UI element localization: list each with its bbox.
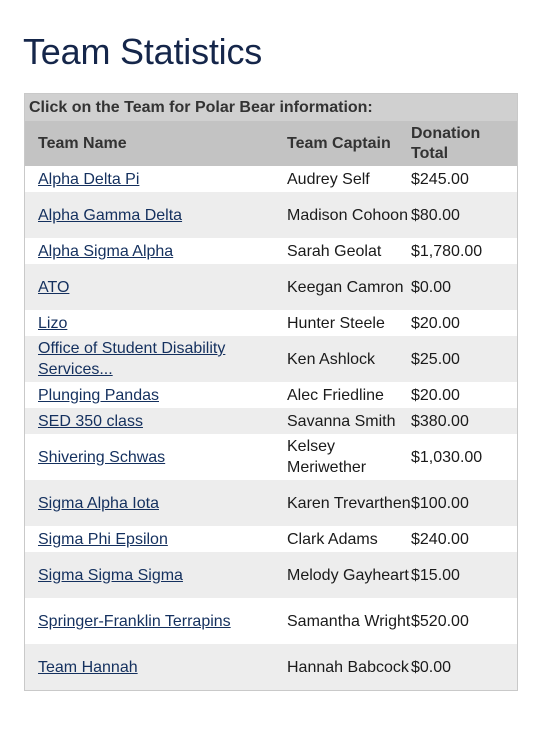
table-row — [25, 434, 517, 480]
column-header-donation-total: Donation Total — [411, 121, 517, 166]
table-row — [25, 264, 517, 310]
table-row — [25, 526, 517, 552]
donation-total-cell: $80.00 — [411, 192, 517, 238]
team-statistics-panel — [24, 93, 518, 691]
team-name-cell — [25, 644, 287, 690]
donation-total-cell: $240.00 — [411, 526, 517, 552]
table-row — [25, 382, 517, 408]
table-row — [25, 408, 517, 434]
donation-total-cell: $20.00 — [411, 310, 517, 336]
team-link[interactable]: Alpha Gamma Delta — [38, 206, 183, 224]
table-row — [25, 166, 517, 192]
team-captain-cell: Karen Trevarthen — [287, 480, 411, 526]
team-link[interactable]: Office of Student Disability Services... — [38, 340, 226, 378]
table-row — [25, 238, 517, 264]
donation-total-cell: $100.00 — [411, 480, 517, 526]
table-row — [25, 644, 517, 690]
team-link[interactable]: ATO — [38, 278, 70, 296]
donation-total-cell: $15.00 — [411, 552, 517, 598]
team-name-cell — [25, 480, 287, 526]
team-name-cell — [25, 336, 287, 382]
column-header-team-captain: Team Captain — [287, 121, 411, 166]
table-row — [25, 192, 517, 238]
team-name-cell — [25, 382, 287, 408]
team-name-cell — [25, 166, 287, 192]
donation-total-cell: $520.00 — [411, 598, 517, 644]
team-link[interactable]: Plunging Pandas — [38, 386, 159, 404]
team-captain-cell: Alec Friedline — [287, 382, 411, 408]
page-title: Team Statistics — [23, 31, 263, 72]
table-row — [25, 480, 517, 526]
donation-total-cell: $0.00 — [411, 264, 517, 310]
team-link[interactable]: Lizo — [38, 314, 68, 332]
team-link[interactable]: Alpha Delta Pi — [38, 170, 140, 188]
panel-caption: Click on the Team for Polar Bear information: — [25, 94, 517, 121]
team-link[interactable]: Springer-Franklin Terrapins — [38, 612, 231, 630]
team-captain-cell: Sarah Geolat — [287, 238, 411, 264]
team-captain-cell: Madison Cohoon — [287, 192, 411, 238]
team-captain-cell: Hunter Steele — [287, 310, 411, 336]
team-link[interactable]: Sigma Sigma Sigma — [38, 566, 183, 584]
team-name-cell — [25, 238, 287, 264]
team-link[interactable]: Sigma Alpha Iota — [38, 494, 159, 512]
team-link[interactable]: Shivering Schwas — [38, 448, 166, 466]
donation-total-cell: $1,780.00 — [411, 238, 517, 264]
team-name-cell — [25, 598, 287, 644]
donation-total-cell: $380.00 — [411, 408, 517, 434]
team-captain-cell: Hannah Babcock — [287, 644, 411, 690]
team-captain-cell: Clark Adams — [287, 526, 411, 552]
team-name-cell — [25, 310, 287, 336]
donation-total-cell: $0.00 — [411, 644, 517, 690]
column-header-team-name: Team Name — [25, 121, 287, 166]
donation-total-cell: $1,030.00 — [411, 434, 517, 480]
team-captain-cell: Ken Ashlock — [287, 336, 411, 382]
team-name-cell — [25, 552, 287, 598]
team-name-cell — [25, 192, 287, 238]
donation-total-cell: $25.00 — [411, 336, 517, 382]
team-captain-cell: Savanna Smith — [287, 408, 411, 434]
team-name-cell — [25, 526, 287, 552]
table-row — [25, 310, 517, 336]
donation-total-cell: $20.00 — [411, 382, 517, 408]
team-captain-cell: Audrey Self — [287, 166, 411, 192]
team-link[interactable]: Alpha Sigma Alpha — [38, 242, 174, 260]
team-captain-cell: Samantha Wright — [287, 598, 411, 644]
team-link[interactable]: SED 350 class — [38, 412, 143, 430]
table-row — [25, 336, 517, 382]
table-row — [25, 552, 517, 598]
donation-total-cell: $245.00 — [411, 166, 517, 192]
team-link[interactable]: Sigma Phi Epsilon — [38, 530, 168, 548]
team-captain-cell: Kelsey Meriwether — [287, 434, 411, 480]
team-name-cell — [25, 408, 287, 434]
table-header-row — [25, 121, 517, 166]
team-statistics-table — [25, 121, 517, 690]
team-captain-cell: Melody Gayheart — [287, 552, 411, 598]
team-captain-cell: Keegan Camron — [287, 264, 411, 310]
team-name-cell — [25, 264, 287, 310]
team-link[interactable]: Team Hannah — [38, 658, 138, 676]
team-name-cell — [25, 434, 287, 480]
table-row — [25, 598, 517, 644]
